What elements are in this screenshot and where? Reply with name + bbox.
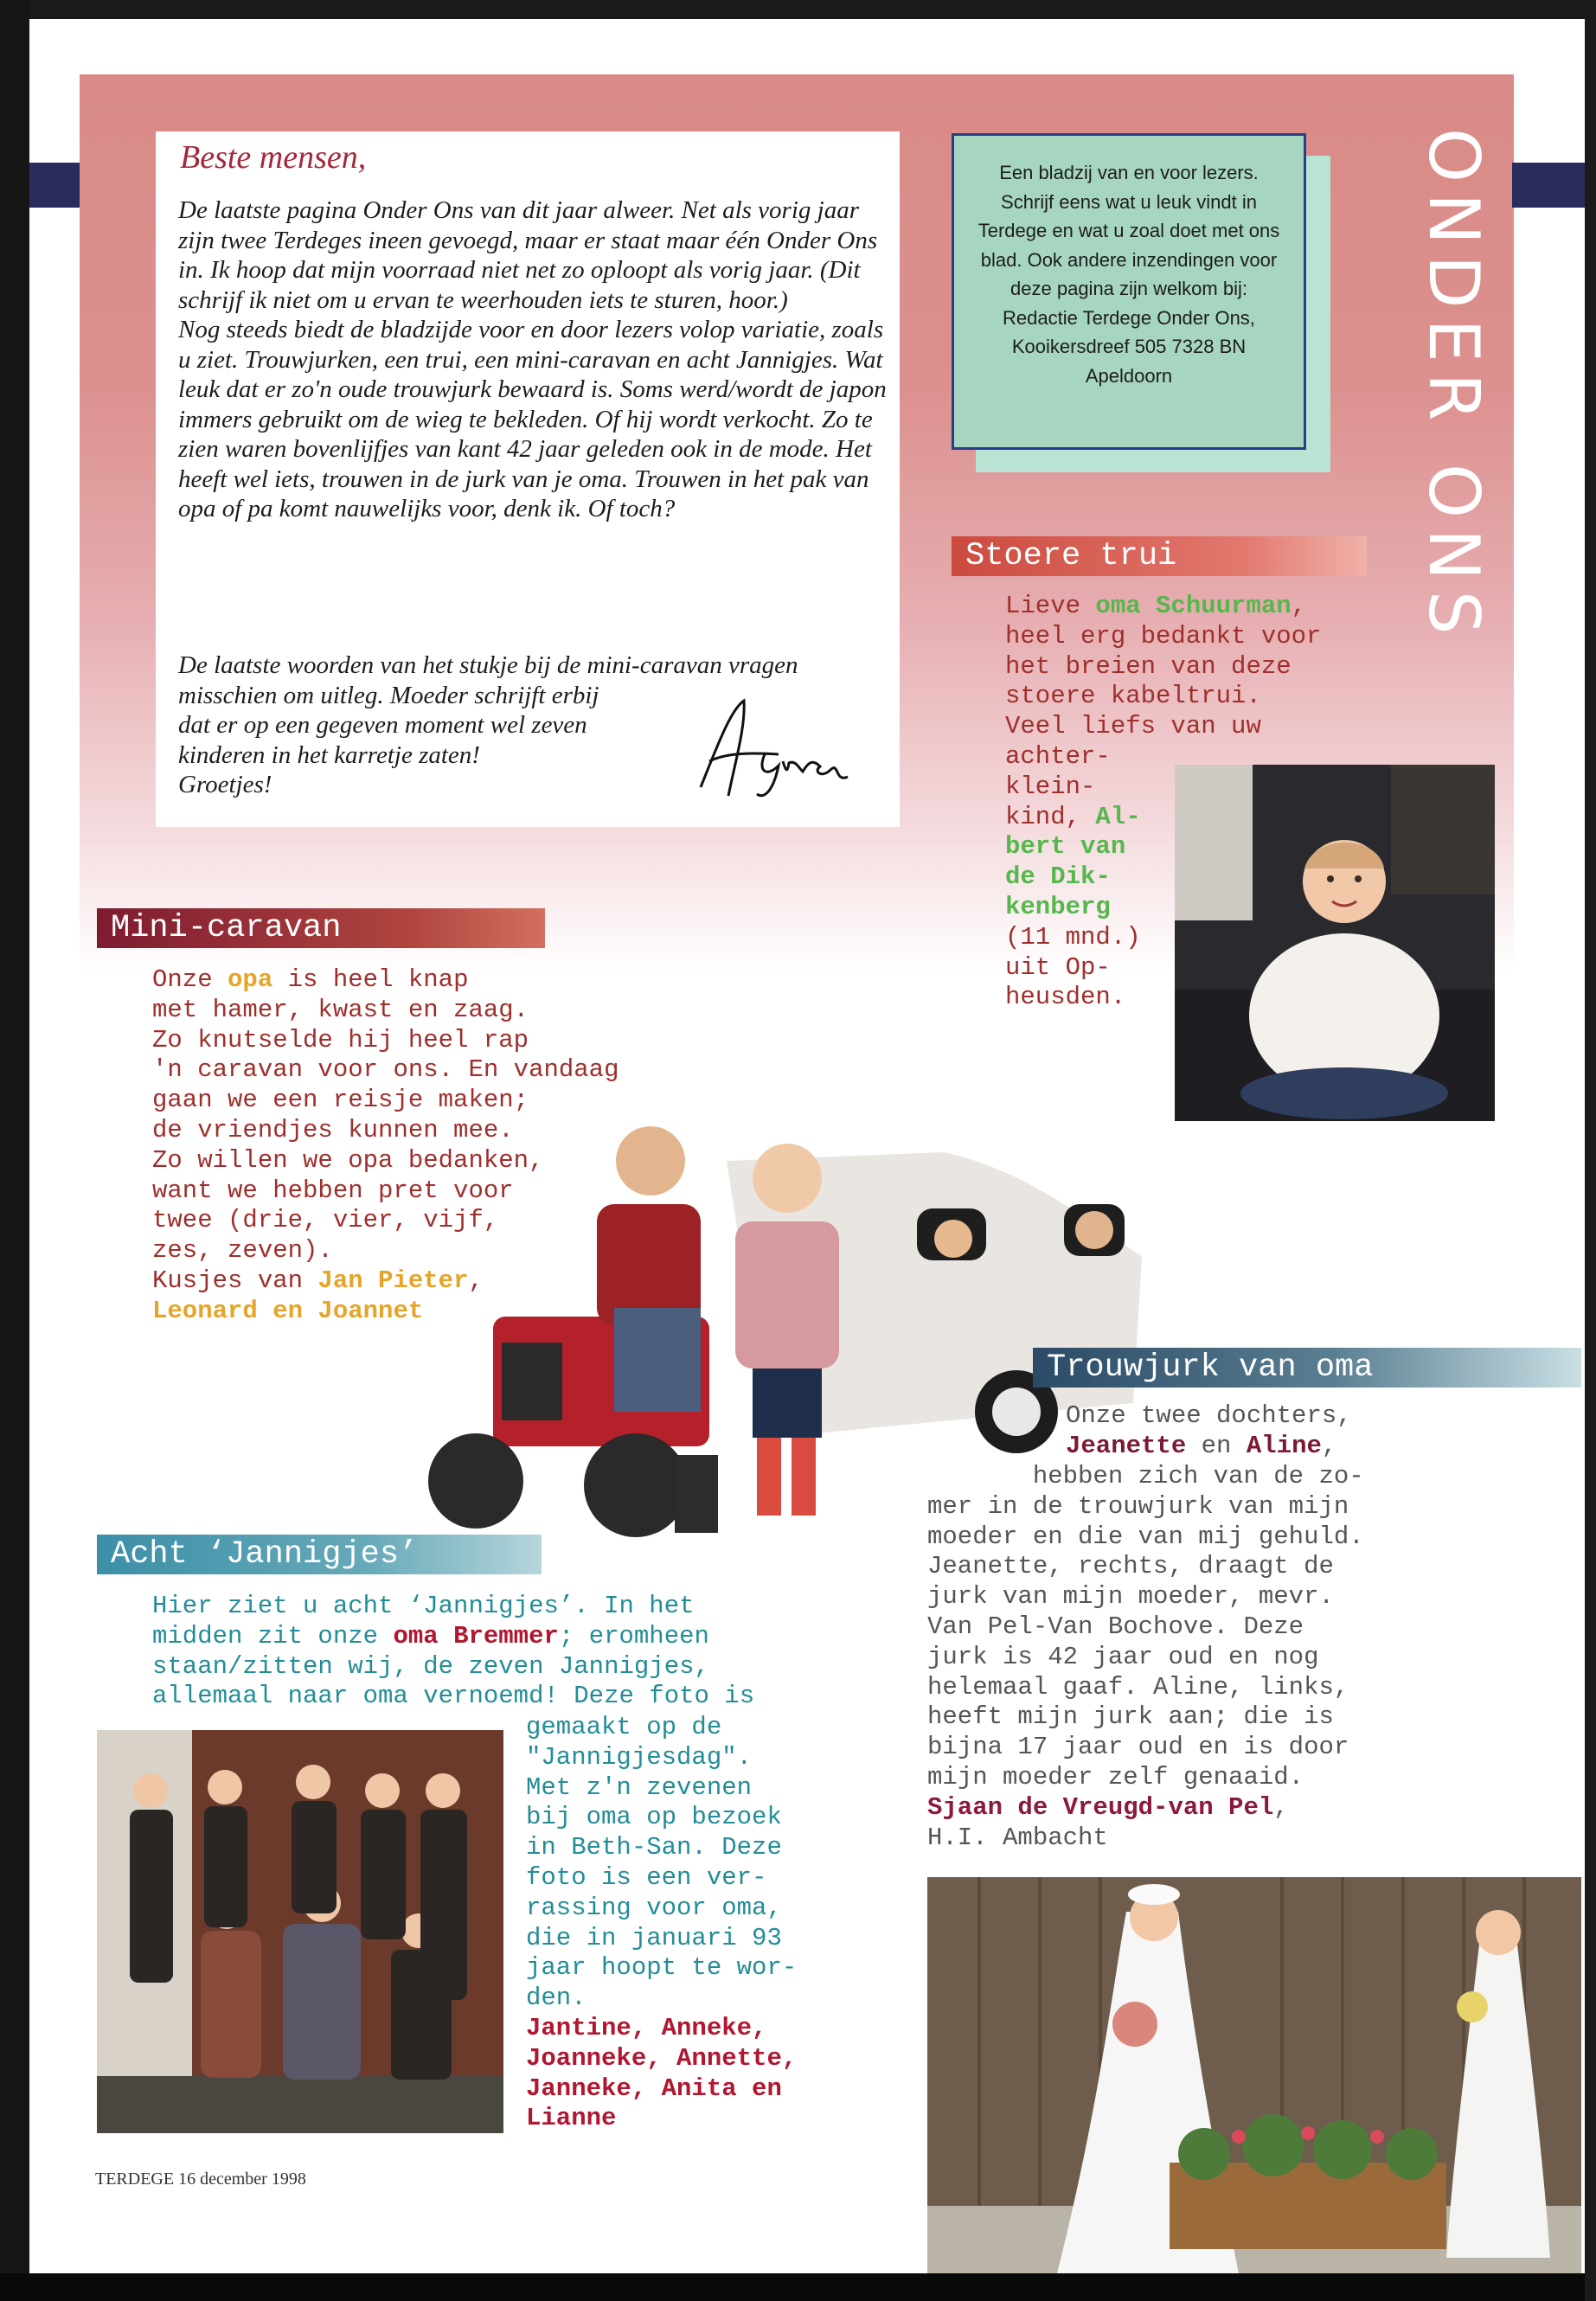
text-run: , bbox=[1273, 1792, 1289, 1822]
baby-photo bbox=[1175, 765, 1495, 1121]
jannigjes-group-photo bbox=[97, 1730, 503, 2133]
highlight-name: oma Bremmer bbox=[393, 1621, 559, 1650]
text-run: , bbox=[1321, 1431, 1337, 1460]
page-frame-top bbox=[0, 0, 1596, 19]
letter-closing: Groetjes! bbox=[178, 771, 272, 798]
text-run: Onze twee dochters, bbox=[1066, 1401, 1352, 1430]
text-run: H.I. Ambacht bbox=[927, 1823, 1108, 1852]
section-title: ONDER ONS bbox=[1413, 128, 1494, 645]
text-run: Hier ziet u acht ‘Jannigjes’. In het midden zit onze bbox=[152, 1592, 695, 1650]
submission-info-box bbox=[952, 133, 1306, 450]
heading-acht-jannigjes: Acht ‘Jannigjes’ bbox=[97, 1535, 542, 1574]
acht-jannigjes-intro bbox=[152, 1592, 754, 1712]
text-run: ; eromheen staan/zitten wij, de zeven Jannigjes, allemaal naar oma vernoemd! Deze foto is bbox=[152, 1621, 755, 1711]
letter-paragraph: De laatste pagina Onder Ons van dit jaar alweer. Net als vorig jaar zijn twee Terdeges ineen gevoegd, maar er staat maar één Onder Ons in. Ik hoop dat mijn voorraad niet net zo oploopt als vorig jaar. (Dit schrijf ik niet om u ervan te weerhouden iets te sturen, hoor.) bbox=[178, 196, 878, 314]
highlight-name: Jeanette bbox=[1066, 1431, 1187, 1460]
submission-info-text: Een bladzij van en voor lezers. Schrijf eens wat u leuk vindt in Terdege en wat u zoal doet met ons blad. Ook andere inzendingen voor deze pagina zijn welkom bij: Redactie Terdege Onder Ons, Kooikersdreef 505 7328 BN Apeldoorn bbox=[977, 162, 1280, 387]
jannigjes-group-drawing bbox=[97, 1730, 503, 2133]
text-run: (11 mnd.) uit Op- heusden. bbox=[1005, 922, 1141, 1012]
text-run: heel erg bedankt voor het breien van deze stoere kabeltrui. Veel liefs van uw achter- klein- kind, bbox=[1005, 621, 1322, 831]
heading-trouwjurk-van-oma: Trouwjurk van oma bbox=[1033, 1348, 1581, 1388]
highlight-name: Jan Pieter bbox=[317, 1266, 469, 1295]
letter-paragraph: dat er op een gegeven moment wel zeven kinderen in het karretje zaten! bbox=[178, 711, 587, 769]
text-run: , bbox=[468, 1266, 484, 1295]
wedding-dresses-photo bbox=[927, 1877, 1581, 2273]
highlight-name: opa bbox=[228, 965, 273, 994]
text-run: Lieve bbox=[1005, 592, 1096, 620]
highlight-name: Aline bbox=[1246, 1431, 1322, 1460]
letter-ending bbox=[178, 651, 798, 861]
text-run: is heel knap bbox=[272, 965, 469, 994]
trouwjurk-body bbox=[927, 1462, 1364, 1853]
text-run: en bbox=[1186, 1431, 1247, 1460]
letter-paragraph: De laatste woorden van het stukje bij de mini-caravan vragen misschien om uitleg. Moeder schrijft erbij bbox=[178, 651, 798, 709]
highlight-name: oma Schuurman bbox=[1095, 592, 1292, 620]
highlight-name: Jantine, Anneke, Joanneke, Annette, Janneke, Anita en Lianne bbox=[526, 2013, 798, 2133]
text-run: hebben zich van de zo- mer in de trouwjurk van mijn moeder en die van mij gehuld. Jeanette, rechts, draagt de jurk van mijn moeder, mevr. Van Pel-Van Bochove. Deze jurk is 42 jaar oud en nog helemaal gaaf. Aline, links, heeft mijn jurk aan; die is bijna 17 jaar oud en is door mijn moeder zelf genaaid. bbox=[927, 1462, 1364, 1791]
trouwjurk-intro bbox=[1066, 1401, 1352, 1462]
highlight-name: Al- bert van de Dik- kenberg bbox=[1005, 802, 1141, 921]
text-run: gemaakt op de "Jannigjesdag". Met z'n zevenen bij oma op bezoek in Beth-San. Deze foto is een ver- rassing voor oma, die in januari 93 jaar hoopt te wor- den. bbox=[526, 1713, 798, 2013]
heading-mini-caravan: Mini-caravan bbox=[97, 908, 545, 948]
navy-bar-right bbox=[1512, 163, 1585, 208]
letter-body bbox=[178, 195, 888, 524]
navy-bar-left bbox=[29, 163, 80, 208]
baby-photo-drawing bbox=[1175, 765, 1495, 1121]
highlight-name: Leonard en Joannet bbox=[152, 1296, 424, 1325]
text-run: , bbox=[1291, 592, 1307, 620]
highlight-name: Sjaan de Vreugd-van Pel bbox=[927, 1792, 1274, 1822]
letter-paragraph: Nog steeds biedt de bladzijde voor en door lezers volop variatie, zoals u ziet. Trouwjurken, een trui, een mini-caravan en acht Jannigjes. Wat leuk dat er zo'n oude trouwjurk bewaard is. Soms werd/wordt de japon immers gebruikt om de wieg te bekleden. Of hij wordt verkocht. Zo te zien waren bovenlijfjes van kant 42 jaar geleden ook in de mode. Het heeft wel iets, trouwen in de jurk van je oma. Trouwen in het pak van opa of pa komt nauwelijks voor, denk ik. Of toch? bbox=[178, 316, 887, 522]
letter-greeting: Beste mensen, bbox=[180, 139, 367, 176]
page-frame-left bbox=[0, 0, 29, 2301]
page-frame-bottom bbox=[0, 2273, 1596, 2301]
page-frame-right bbox=[1585, 0, 1596, 2301]
heading-stoere-trui: Stoere trui bbox=[952, 536, 1367, 576]
text-run: Onze bbox=[152, 965, 228, 994]
signature-agnes bbox=[683, 692, 856, 804]
wedding-dresses-drawing bbox=[927, 1877, 1581, 2273]
text-run: met hamer, kwast en zaag. Zo knutselde hij heel rap 'n caravan voor ons. En vandaag gaan we een reisje maken; de vriendjes kunnen mee. Zo willen we opa bedanken, want we hebben pret voor twee (drie, vier, vijf, zes, zeven). Kusjes van bbox=[152, 995, 619, 1295]
acht-jannigjes-body bbox=[526, 1713, 797, 2134]
page-footer: TERDEGE 16 december 1998 bbox=[95, 2170, 306, 2189]
